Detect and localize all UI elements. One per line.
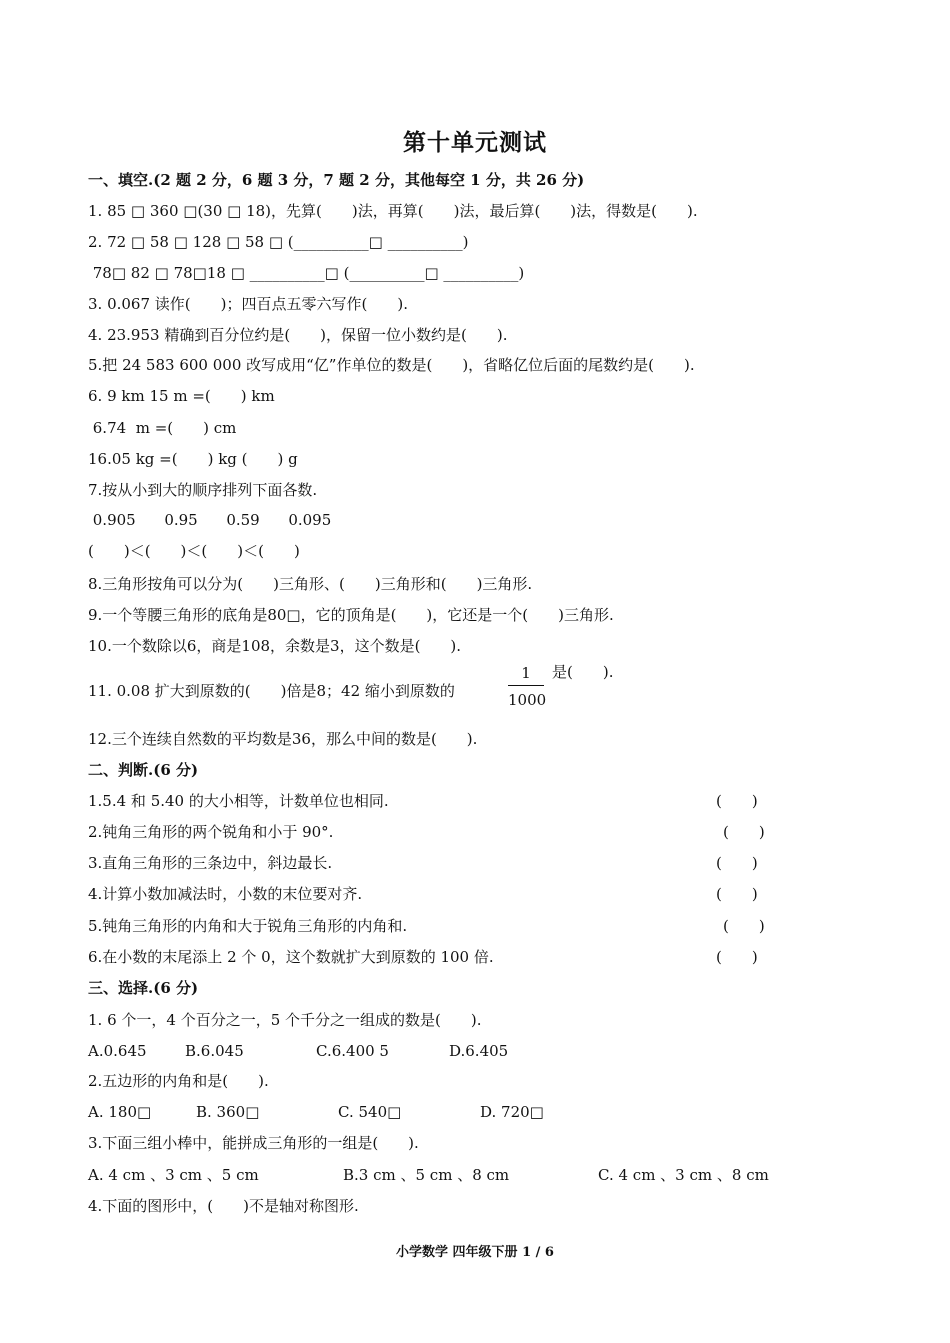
judge-item-2: 2.钝角三角形的两个锐角和小于 90°.: [88, 823, 334, 841]
choice-option: D.6.405: [449, 1042, 509, 1060]
question-1-12: 12.三个连续自然数的平均数是36，那么中间的数是( ).: [88, 730, 478, 748]
choice-option: C. 540□: [338, 1103, 402, 1121]
page-footer: 小学数学 四年级下册 1 / 6: [396, 1245, 554, 1260]
choice-option: B.6.045: [185, 1042, 244, 1060]
question-1-2b: 78□ 82 □ 78□18 □ __________□ (__________□ __________): [88, 264, 525, 282]
choice-question-3: 3.下面三组小棒中，能拼成三角形的一组是( ).: [88, 1134, 419, 1152]
choice-question-2: 2.五边形的内角和是( ).: [88, 1072, 269, 1090]
question-1-11-right: 是( ).: [552, 663, 614, 681]
page-title: 第十单元测试: [403, 129, 547, 156]
fraction-one-thousandth: [508, 662, 547, 710]
question-1-2a: 2. 72 □ 58 □ 128 □ 58 □ (__________□ __________): [88, 233, 469, 251]
section-heading-judge: 二、判断.(6 分): [88, 761, 199, 779]
choice-option: B.3 cm 、5 cm 、8 cm: [343, 1166, 510, 1184]
question-1-5: 5.把 24 583 600 000 改写成用“亿”作单位的数是( )，省略亿位后面的尾数约是( ).: [88, 356, 695, 374]
section-heading-choice: 三、选择.(6 分): [88, 979, 199, 997]
judge-item-4: 4.计算小数加减法时，小数的末位要对齐.: [88, 885, 363, 903]
fraction-numerator: 1: [521, 664, 531, 682]
answer-paren: ( ): [716, 854, 758, 872]
question-1-10: 10.一个数除以6，商是108，余数是3，这个数是( ).: [88, 637, 462, 655]
question-1-4: 4. 23.953 精确到百分位约是( )，保留一位小数约是( ).: [88, 326, 508, 344]
question-1-8: 8.三角形按角可以分为( )三角形、( )三角形和( )三角形.: [88, 575, 533, 593]
choice-option: A.0.645: [88, 1042, 147, 1060]
question-1-7-numbers: 0.905 0.95 0.59 0.095: [88, 511, 332, 529]
choice-question-4: 4.下面的图形中，( )不是轴对称图形.: [88, 1197, 359, 1215]
choice-question-1: 1. 6 个一，4 个百分之一，5 个千分之一组成的数是( ).: [88, 1011, 482, 1029]
question-1-9: 9.一个等腰三角形的底角是80□，它的顶角是( )，它还是一个( )三角形.: [88, 606, 614, 624]
choice-option: B. 360□: [196, 1103, 260, 1121]
section-heading-fill-blanks: 一、填空.(2 题 2 分，6 题 3 分，7 题 2 分，其他每空 1 分，共 26 分): [88, 171, 585, 189]
judge-item-5: 5.钝角三角形的内角和大于锐角三角形的内角和.: [88, 917, 408, 935]
judge-item-1: 1.5.4 和 5.40 的大小相等，计数单位也相同.: [88, 792, 389, 810]
question-1-3: 3. 0.067 读作( )；四百点五零六写作( ).: [88, 295, 408, 313]
question-1-6b: 6.74 m =( ) cm: [88, 419, 237, 437]
choice-option: A. 4 cm 、3 cm 、5 cm: [88, 1166, 259, 1184]
choice-option: A. 180□: [88, 1103, 152, 1121]
fraction-bar: [508, 685, 544, 686]
question-1-7: 7.按从小到大的顺序排列下面各数.: [88, 481, 318, 499]
question-1-6c: 16.05 kg =( ) kg ( ) g: [88, 450, 298, 468]
question-1-1: 1. 85 □ 360 □(30 □ 18)，先算( )法，再算( )法，最后算( )法，得数是( ).: [88, 202, 698, 220]
answer-paren: ( ): [723, 917, 765, 935]
choice-option: C.6.400 5: [316, 1042, 389, 1060]
fraction-denominator: 1000: [508, 691, 547, 709]
choice-option: D. 720□: [480, 1103, 544, 1121]
answer-paren: ( ): [716, 948, 758, 966]
question-1-11-left: 11. 0.08 扩大到原数的( )倍是8；42 缩小到原数的: [88, 682, 455, 700]
answer-paren: ( ): [723, 823, 765, 841]
answer-paren: ( ): [716, 885, 758, 903]
question-1-7-order: ( )＜( )＜( )＜( ): [88, 542, 300, 560]
question-1-6a: 6. 9 km 15 m =( ) km: [88, 387, 275, 405]
judge-item-3: 3.直角三角形的三条边中，斜边最长.: [88, 854, 333, 872]
judge-item-6: 6.在小数的末尾添上 2 个 0，这个数就扩大到原数的 100 倍.: [88, 948, 494, 966]
answer-paren: ( ): [716, 792, 758, 810]
choice-option: C. 4 cm 、3 cm 、8 cm: [598, 1166, 769, 1184]
